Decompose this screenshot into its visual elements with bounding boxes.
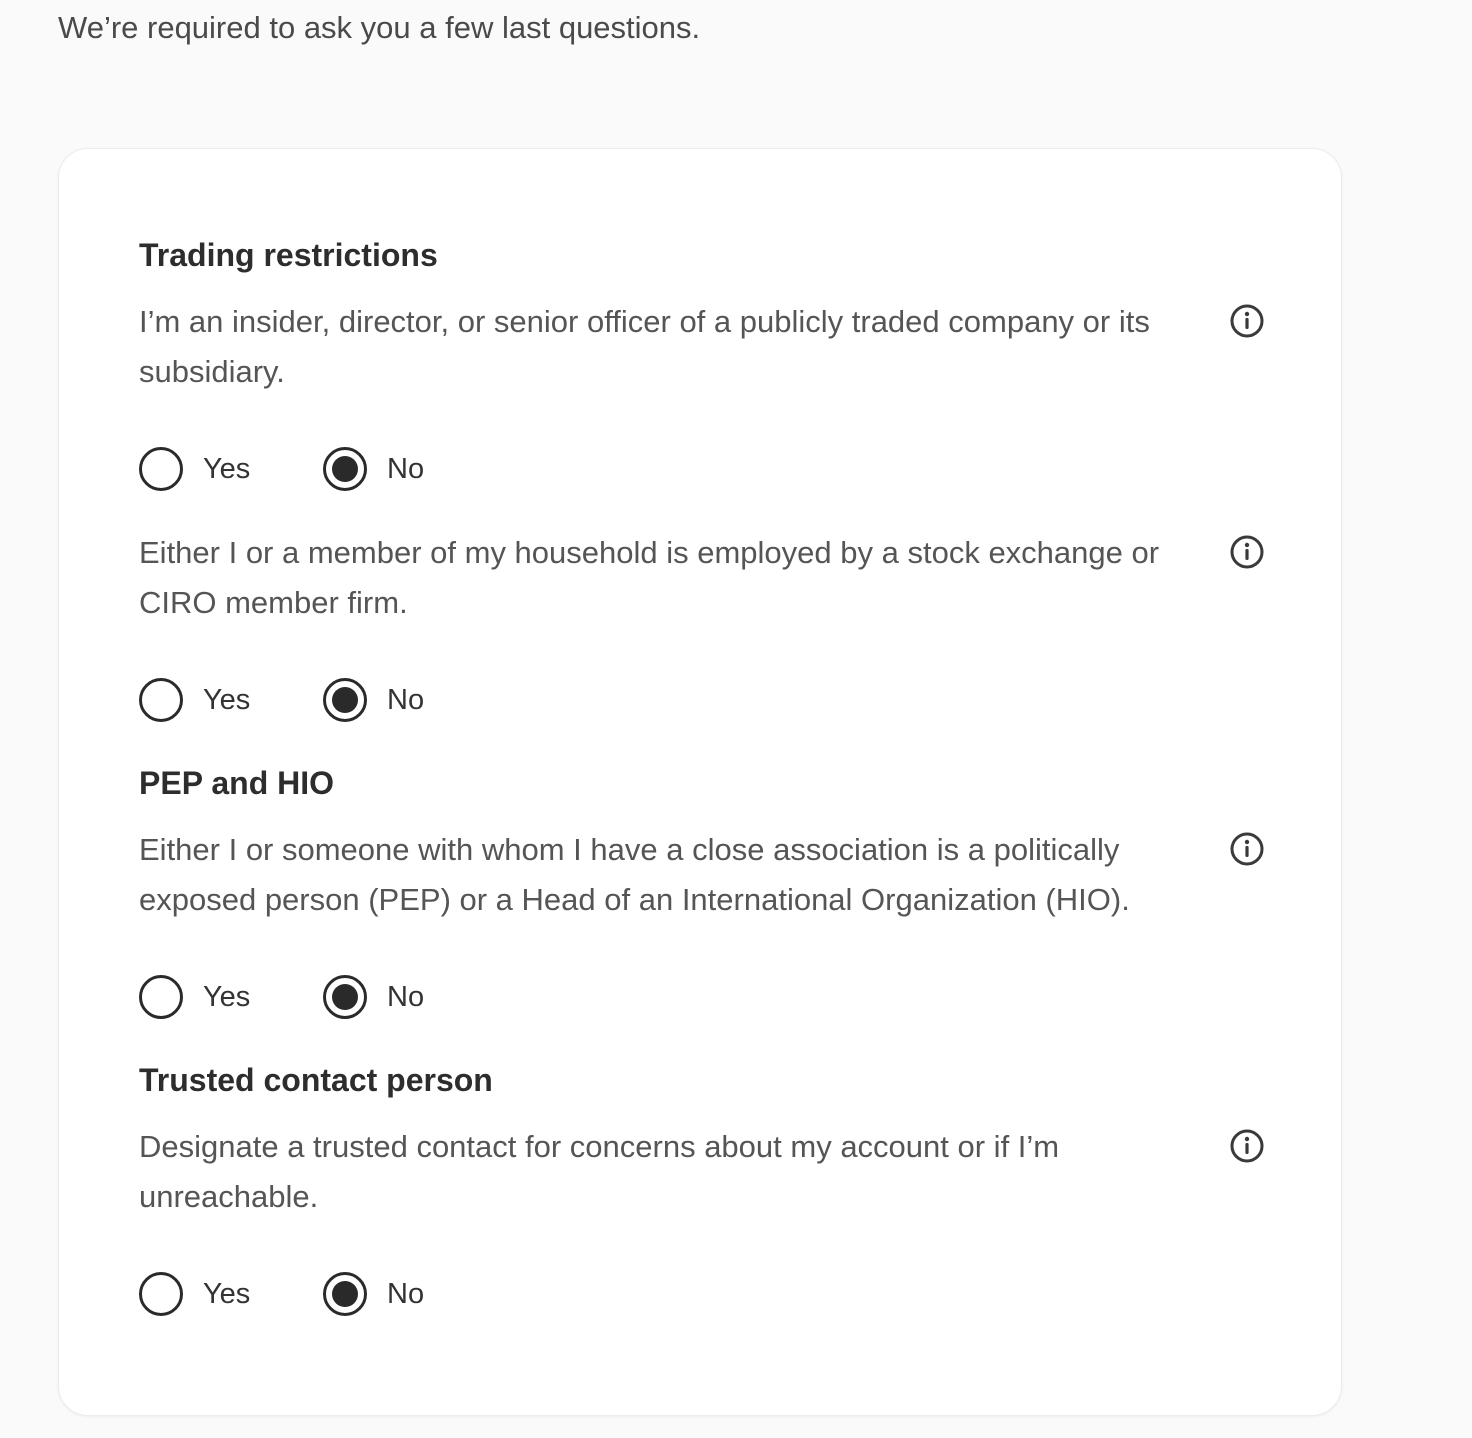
info-icon[interactable]	[1229, 303, 1265, 339]
radio-group-trusted-contact	[139, 1269, 639, 1319]
radio-option-no[interactable]	[323, 972, 424, 1022]
radio-option-no[interactable]	[323, 444, 424, 494]
intro-text: We’re required to ask you a few last questions.	[58, 10, 701, 45]
info-icon[interactable]	[1229, 534, 1265, 570]
radio-option-yes[interactable]	[139, 972, 250, 1022]
radio-option-yes[interactable]	[139, 1269, 250, 1319]
question-text: Designate a trusted contact for concerns about my account or if I’m unreachable.	[139, 1129, 1060, 1214]
question-text: I’m an insider, director, or senior officer of a publicly traded company or its subsidiary.	[139, 304, 1150, 389]
radio-label-no: No	[387, 980, 425, 1013]
questions-card	[58, 148, 1342, 1416]
section-title-pep-and-hio: PEP and HIO	[139, 765, 335, 801]
question-trusted-contact	[139, 1122, 1199, 1222]
radio-button-yes[interactable]	[139, 975, 183, 1019]
radio-label-no: No	[387, 1277, 425, 1310]
radio-label-yes: Yes	[203, 683, 251, 716]
radio-button-no[interactable]	[323, 447, 367, 491]
question-text: Either I or a member of my household is employed by a stock exchange or CIRO member firm.	[139, 535, 1160, 620]
radio-label-yes: Yes	[203, 452, 251, 485]
radio-label-no: No	[387, 452, 425, 485]
radio-option-yes[interactable]	[139, 675, 250, 725]
radio-group-household-employment	[139, 675, 639, 725]
question-text: Either I or someone with whom I have a close association is a politically exposed person (PEP) or a Head of an International Organization (HIO).	[139, 832, 1130, 917]
section-title-trading-restrictions: Trading restrictions	[139, 237, 438, 273]
info-icon[interactable]	[1229, 1128, 1265, 1164]
info-icon[interactable]	[1229, 831, 1265, 867]
radio-button-yes[interactable]	[139, 1272, 183, 1316]
radio-group-insider	[139, 444, 639, 494]
radio-option-no[interactable]	[323, 675, 424, 725]
question-household-employment	[139, 528, 1199, 628]
radio-button-yes[interactable]	[139, 447, 183, 491]
radio-label-no: No	[387, 683, 425, 716]
radio-button-no[interactable]	[323, 975, 367, 1019]
question-pep-hio	[139, 825, 1199, 925]
section-title-trusted-contact-person: Trusted contact person	[139, 1062, 493, 1098]
radio-button-yes[interactable]	[139, 678, 183, 722]
radio-option-yes[interactable]	[139, 444, 250, 494]
radio-option-no[interactable]	[323, 1269, 424, 1319]
question-insider	[139, 297, 1199, 397]
radio-label-yes: Yes	[203, 1277, 251, 1310]
radio-button-no[interactable]	[323, 678, 367, 722]
radio-group-pep-hio	[139, 972, 639, 1022]
radio-label-yes: Yes	[203, 980, 251, 1013]
radio-button-no[interactable]	[323, 1272, 367, 1316]
